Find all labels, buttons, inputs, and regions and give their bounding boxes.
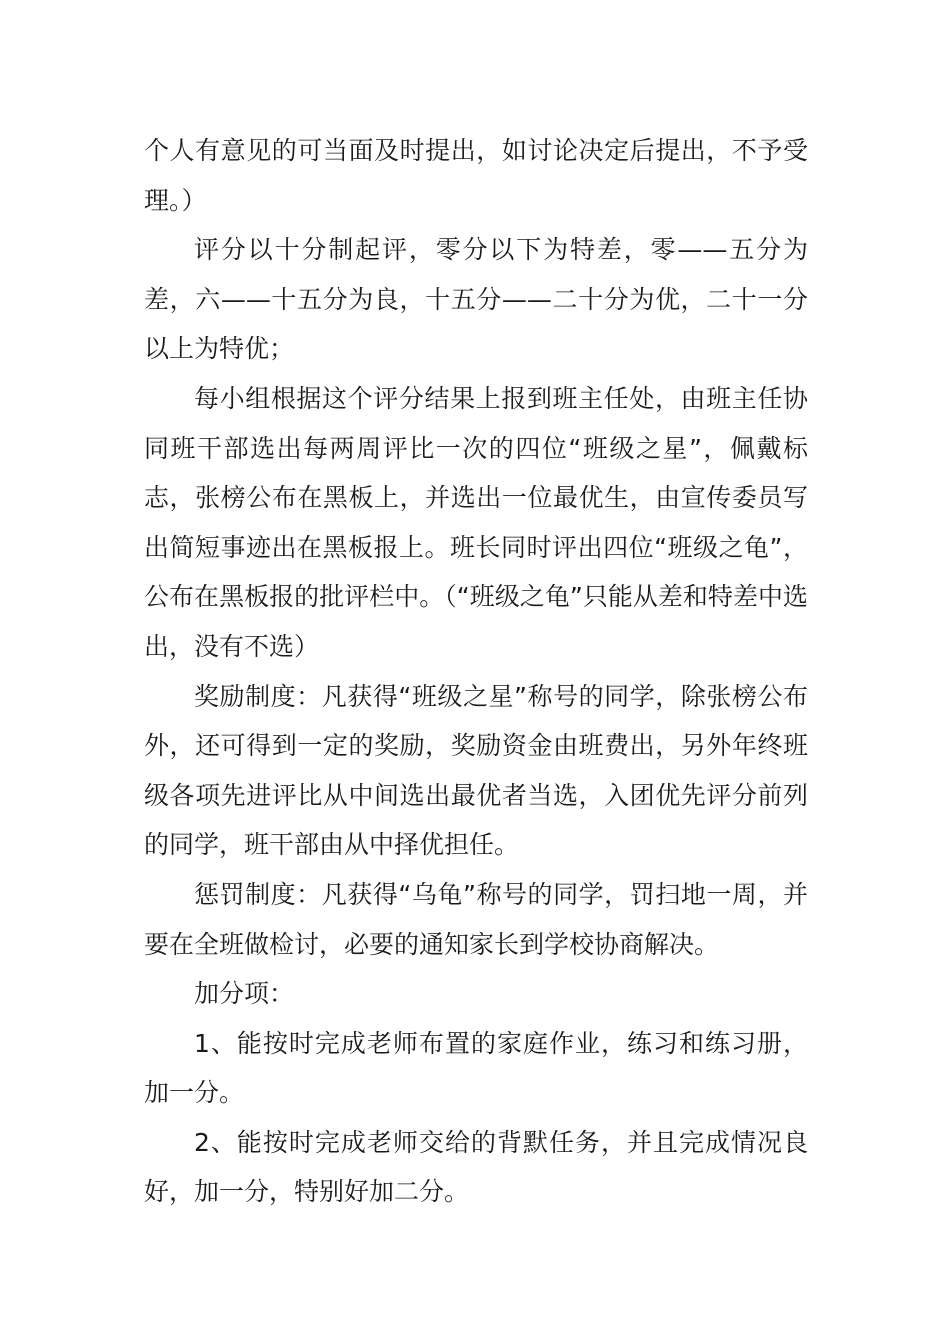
paragraph-penalty-system: 惩罚制度：凡获得“乌龟”称号的同学，罚扫地一周，并要在全班做检讨，必要的通知家长到学校协商解决。 — [144, 879, 808, 959]
paragraph-reward-system: 奖励制度：凡获得“班级之星”称号的同学，除张榜公布外，还可得到一定的奖励，奖励资金由班费出，另外年终班级各项先进评比从中间选出最优者当选，入团优先评分前列的同学，班干部由从中择优担任。 — [144, 681, 808, 860]
document-body — [144, 126, 808, 1217]
paragraph-selection-process: 每小组根据这个评分结果上报到班主任处，由班主任协同班干部选出每两周评比一次的四位“班级之星”，佩戴标志，张榜公布在黑板上，并选出一位最优生，由宣传委员写出简短事迹出在黑板报上。班长同时评出四位“班级之龟”，公布在黑板报的批评栏中。（“班级之龟”只能从差和特差中选出，没有不选） — [144, 383, 808, 661]
paragraph-bonus-item-2: 2、能按时完成老师交给的背默任务，并且完成情况良好，加一分，特别好加二分。 — [144, 1127, 808, 1207]
paragraph-scoring-scale: 评分以十分制起评，零分以下为特差，零——五分为差，六——十五分为良，十五分——二十分为优，二十一分以上为特优； — [144, 235, 808, 364]
paragraph-continuation: 个人有意见的可当面及时提出，如讨论决定后提出，不予受理。） — [144, 136, 808, 215]
paragraph-bonus-heading: 加分项： — [194, 979, 295, 1009]
paragraph-bonus-item-1: 1、能按时完成老师布置的家庭作业，练习和练习册，加一分。 — [144, 1028, 808, 1108]
